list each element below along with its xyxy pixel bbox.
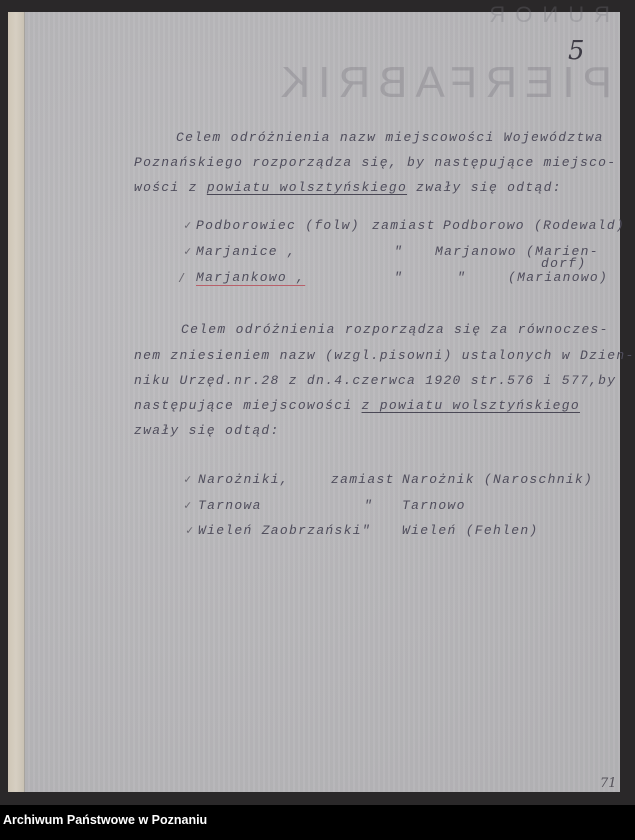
- bleed-through-text: PIERFABRIK: [272, 58, 612, 107]
- paragraph1-line3: [134, 180, 562, 195]
- checkmark-icon: ✓: [184, 219, 192, 233]
- checkmark-icon: /: [178, 272, 186, 286]
- paragraph2-line4: [134, 398, 580, 413]
- list1-item1-old-name: Podborowo (Rodewald): [443, 218, 626, 233]
- paragraph2-line3: niku Urzęd.nr.28 z dn.4.czerwca 1920 str.576 i 577,by: [134, 373, 617, 388]
- district-underlined: z powiatu wolsztyńskiego: [361, 398, 580, 413]
- checkmark-icon: ✓: [186, 524, 194, 538]
- paragraph1-line1: Celem odróżnienia nazw miejscowości Województwa: [176, 130, 604, 145]
- paragraph2-line5: zwały się odtąd:: [134, 423, 280, 438]
- list2-item2-old-name: Tarnowo: [402, 498, 466, 513]
- list2-item3-new-name: Wieleń Zaobrzański": [198, 523, 371, 538]
- list1-item1-connector: zamiast: [372, 218, 436, 233]
- list2-item1-old-name: Narożnik (Naroschnik): [402, 472, 594, 487]
- list2-item3-old-name: Wieleń (Fehlen): [402, 523, 539, 538]
- list1-item2-old-name-cont: dorf): [541, 256, 587, 271]
- bleed-through-text-top: RUNOR: [479, 2, 610, 27]
- list2-item2-new-name: Tarnowa: [198, 498, 262, 513]
- list2-item1-new-name: Narożniki,: [198, 472, 290, 487]
- list1-item3-german-name: (Marianowo): [508, 270, 609, 285]
- checkmark-icon: ✓: [184, 245, 192, 259]
- paragraph2-line4-prefix: następujące miejscowości: [134, 398, 362, 413]
- district-underlined: powiatu wolsztyńskiego: [206, 180, 408, 195]
- checkmark-icon: ✓: [184, 499, 192, 513]
- list2-item2-connector: ": [364, 498, 374, 513]
- paragraph2-line2: nem zniesieniem nazw (wzgl.pisowni) ustalonych w Dzien-: [134, 348, 635, 363]
- handwritten-page-number: 5: [568, 36, 585, 66]
- list1-item3-new-name: Marjankowo ,: [196, 270, 306, 285]
- list1-item2-old-name: Marjanowo (Marien-: [435, 244, 599, 259]
- paragraph1-line2: Poznańskiego rozporządza się, by następujące miejsco-: [134, 155, 617, 170]
- list1-item3-old-name: ": [457, 270, 467, 285]
- list2-item1-connector: zamiast: [331, 472, 395, 487]
- archive-caption: Archiwum Państwowe w Poznaniu: [3, 813, 208, 827]
- binding-tape-strip: [8, 12, 25, 792]
- checkmark-icon: ✓: [184, 473, 192, 487]
- paragraph1-line3-prefix: wości z: [134, 180, 207, 195]
- handwritten-corner-mark: 71: [600, 776, 617, 791]
- list1-item3-connector: ": [394, 270, 404, 285]
- list1-item1-new-name: Podborowiec (folw): [196, 218, 360, 233]
- list1-item2-connector: ": [394, 244, 404, 259]
- paragraph1-line3-suffix: zwały się odtąd:: [407, 180, 562, 195]
- paragraph2-line1: Celem odróżnienia rozporządza się za równoczes-: [181, 322, 609, 337]
- list1-item2-new-name: Marjanice ,: [196, 244, 297, 259]
